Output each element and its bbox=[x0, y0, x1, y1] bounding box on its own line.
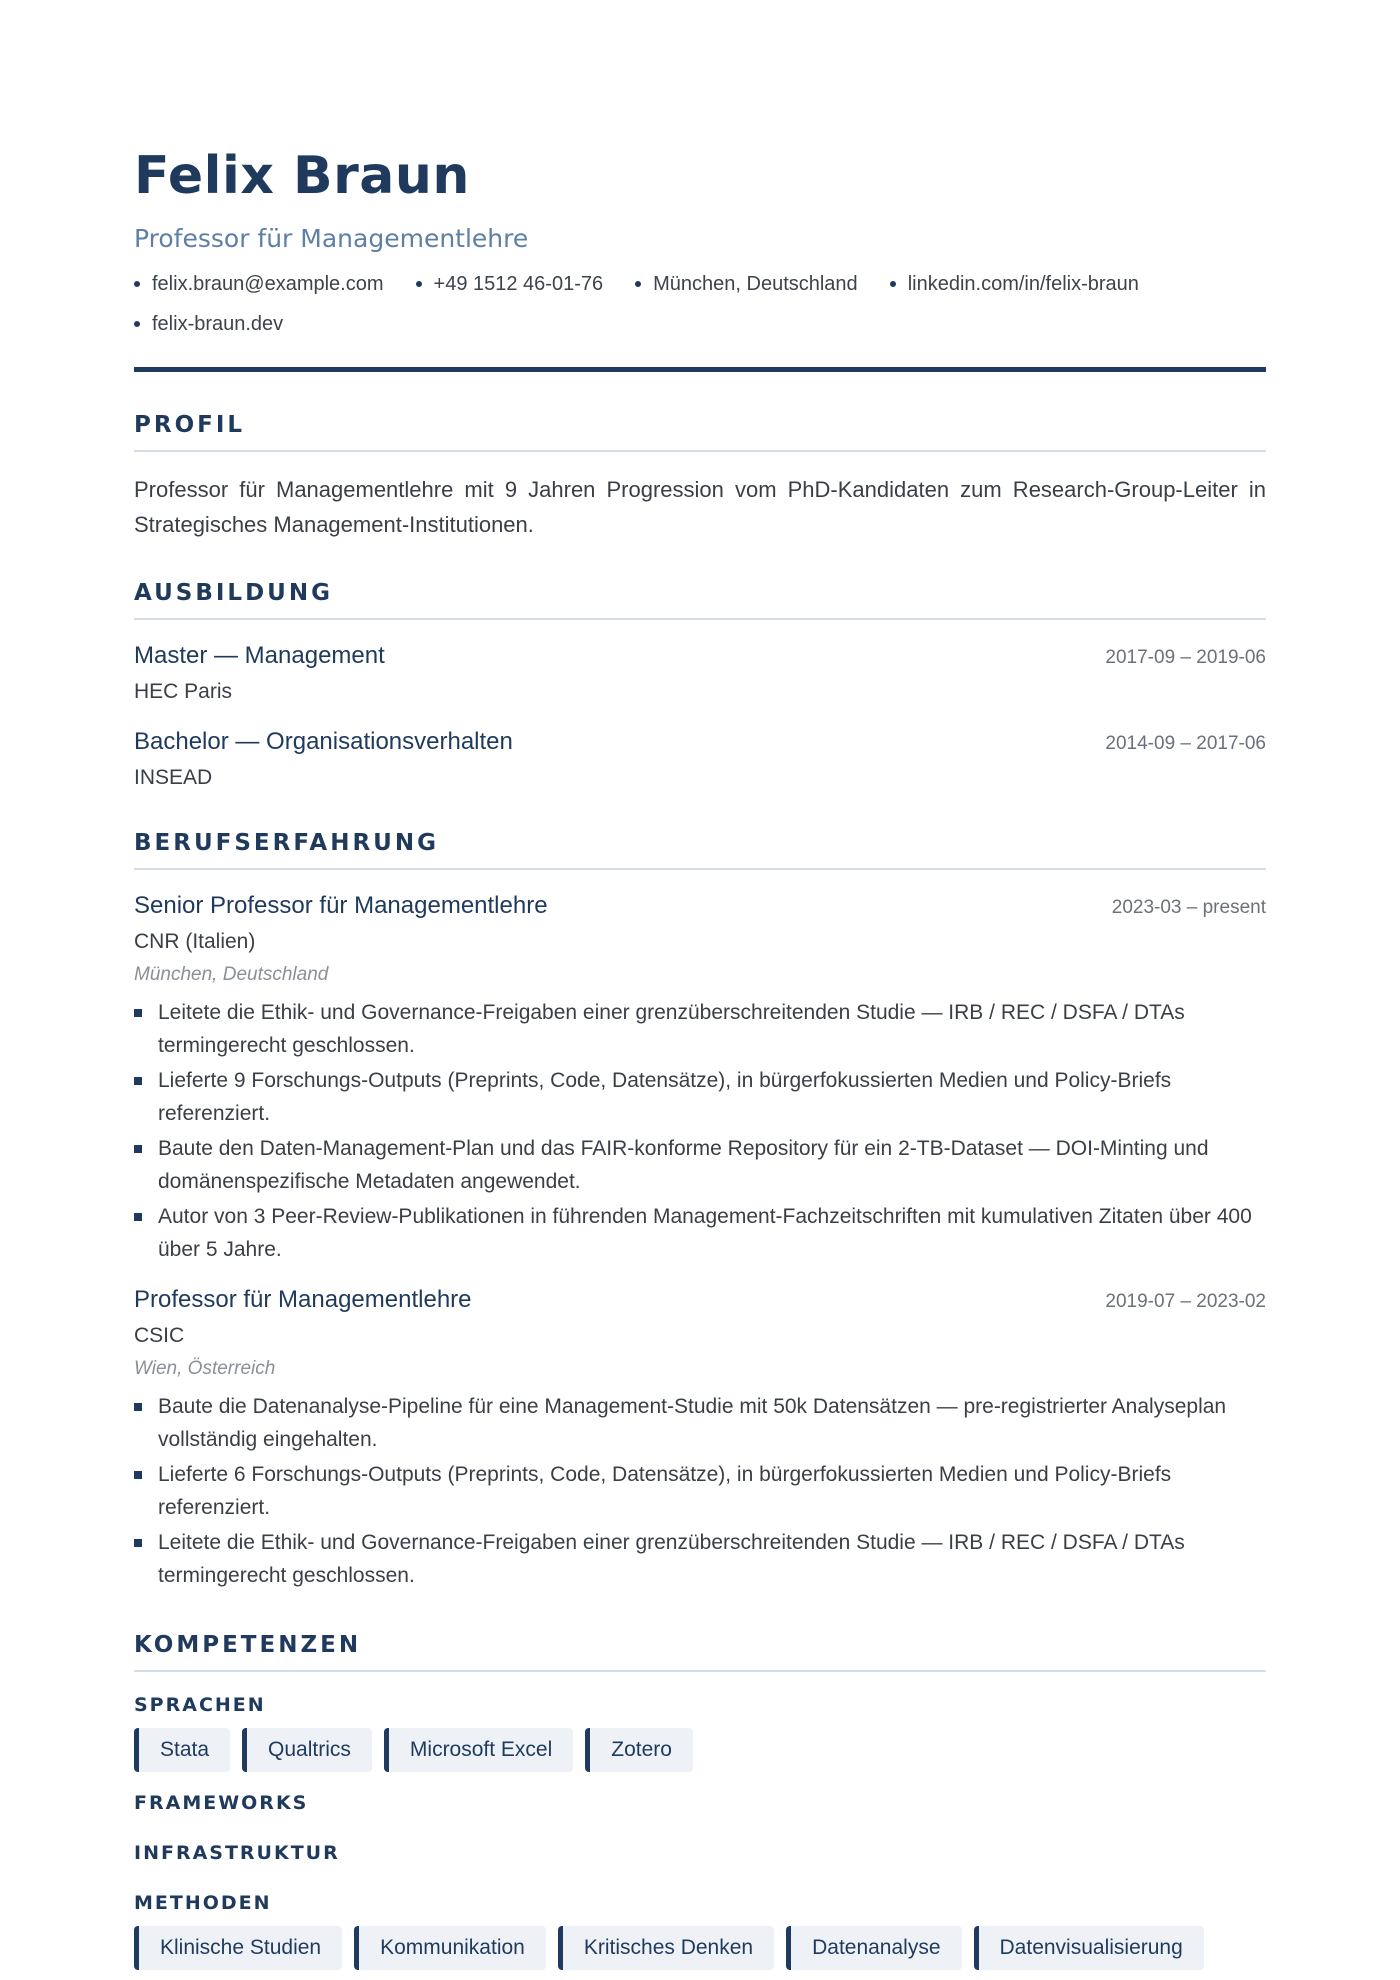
education-entry bbox=[134, 728, 1266, 790]
profile-text: Professor für Managementlehre mit 9 Jahren Progression vom PhD-Kandidaten zum Research-Group-Leiter in Strategisches Management-Institutionen. bbox=[134, 477, 1266, 537]
bullet-dot-icon bbox=[890, 281, 896, 287]
education-school: HEC Paris bbox=[134, 680, 233, 703]
bullet-text: Leitete die Ethik- und Governance-Freigaben einer grenzüberschreitenden Studie — IRB / REC / DSFA / DTAs termingerecht geschlossen. bbox=[158, 1531, 1185, 1587]
list-item bbox=[134, 1064, 1266, 1130]
skill-chip: Kommunikation bbox=[354, 1926, 546, 1970]
list-item bbox=[134, 1132, 1266, 1198]
section-title-experience: BERUFSERFAHRUNG bbox=[134, 830, 439, 856]
bullet-text: Baute die Datenanalyse-Pipeline für eine Management-Studie mit 50k Datensätzen — pre-registrierter Analyseplan vollständig eingehalten. bbox=[158, 1395, 1227, 1451]
section-title-education: AUSBILDUNG bbox=[134, 580, 333, 606]
skill-category-title: SPRACHEN bbox=[134, 1694, 266, 1716]
skill-chip: Klinische Studien bbox=[134, 1926, 342, 1970]
bullet-text: Leitete die Ethik- und Governance-Freigaben einer grenzüberschreitenden Studie — IRB / REC / DSFA / DTAs termingerecht geschlossen. bbox=[158, 1001, 1185, 1057]
skill-category bbox=[134, 1792, 1266, 1814]
square-bullet-icon bbox=[134, 1471, 142, 1479]
experience-org: CSIC bbox=[134, 1324, 185, 1347]
skill-chips bbox=[134, 1728, 1266, 1772]
education-degree: Master — Management bbox=[134, 642, 385, 669]
contact-location-text: München, Deutschland bbox=[653, 273, 858, 295]
candidate-name: Felix Braun bbox=[134, 146, 470, 206]
list-item bbox=[134, 1390, 1266, 1456]
bullet-text: Baute den Daten-Management-Plan und das FAIR-konforme Repository für ein 2-TB-Dataset — DOI-Minting und domänenspezifische Metadaten angewendet. bbox=[158, 1137, 1209, 1193]
education-school: INSEAD bbox=[134, 766, 213, 789]
section-divider bbox=[134, 1670, 1266, 1672]
bullet-text: Lieferte 9 Forschungs-Outputs (Preprints, Code, Datensätze), in bürgerfokussierten Medien und Policy-Briefs referenziert. bbox=[158, 1069, 1172, 1125]
skill-chip: Kritisches Denken bbox=[558, 1926, 774, 1970]
bullet-dot-icon bbox=[635, 281, 641, 287]
skill-category-title: METHODEN bbox=[134, 1892, 272, 1914]
contact-email[interactable] bbox=[134, 271, 384, 297]
square-bullet-icon bbox=[134, 1009, 142, 1017]
contact-website[interactable] bbox=[134, 311, 283, 337]
skill-chip: Zotero bbox=[585, 1728, 693, 1772]
bullet-text: Lieferte 6 Forschungs-Outputs (Preprints, Code, Datensätze), in bürgerfokussierten Medien und Policy-Briefs referenziert. bbox=[158, 1463, 1172, 1519]
contact-location bbox=[635, 271, 858, 297]
education-dates: 2017-09 – 2019-06 bbox=[1105, 647, 1266, 668]
contact-list bbox=[134, 271, 1266, 337]
contact-website-text: felix-braun.dev bbox=[152, 313, 284, 335]
skill-category-title: INFRASTRUKTUR bbox=[134, 1842, 340, 1864]
list-item bbox=[134, 996, 1266, 1062]
education-degree: Bachelor — Organisationsverhalten bbox=[134, 728, 513, 755]
skill-chip: Qualtrics bbox=[242, 1728, 372, 1772]
contact-linkedin[interactable] bbox=[890, 271, 1139, 297]
experience-entry bbox=[134, 892, 1266, 1266]
square-bullet-icon bbox=[134, 1145, 142, 1153]
candidate-role: Professor für Managementlehre bbox=[134, 224, 529, 253]
experience-role: Professor für Managementlehre bbox=[134, 1286, 472, 1313]
header-divider bbox=[134, 367, 1266, 372]
skill-category bbox=[134, 1892, 1266, 1970]
section-title-skills: KOMPETENZEN bbox=[134, 1632, 362, 1658]
list-item bbox=[134, 1458, 1266, 1524]
experience-dates: 2023-03 – present bbox=[1111, 897, 1266, 918]
square-bullet-icon bbox=[134, 1539, 142, 1547]
skill-category-title: FRAMEWORKS bbox=[134, 1792, 309, 1814]
experience-location: Wien, Österreich bbox=[134, 1358, 276, 1379]
bullet-dot-icon bbox=[416, 281, 422, 287]
experience-dates: 2019-07 – 2023-02 bbox=[1105, 1291, 1266, 1312]
square-bullet-icon bbox=[134, 1213, 142, 1221]
education-dates: 2014-09 – 2017-06 bbox=[1105, 733, 1266, 754]
experience-entry bbox=[134, 1286, 1266, 1592]
skill-category bbox=[134, 1694, 1266, 1772]
contact-phone[interactable] bbox=[416, 271, 604, 297]
education-entry bbox=[134, 642, 1266, 704]
skill-chip: Datenanalyse bbox=[786, 1926, 961, 1970]
section-divider bbox=[134, 868, 1266, 870]
contact-email-text: felix.braun@example.com bbox=[152, 273, 384, 295]
bullet-dot-icon bbox=[134, 281, 140, 287]
skill-chip: Microsoft Excel bbox=[384, 1728, 573, 1772]
contact-linkedin-text: linkedin.com/in/felix-braun bbox=[907, 273, 1139, 295]
square-bullet-icon bbox=[134, 1077, 142, 1085]
section-divider bbox=[134, 450, 1266, 452]
bullet-text: Autor von 3 Peer-Review-Publikationen in führenden Management-Fachzeitschriften mit kumulativen Zitaten über 400 über 5 Jahre. bbox=[158, 1205, 1252, 1261]
experience-bullets bbox=[134, 1390, 1266, 1592]
list-item bbox=[134, 1200, 1266, 1266]
experience-bullets bbox=[134, 996, 1266, 1266]
contact-phone-text: +49 1512 46-01-76 bbox=[433, 273, 604, 295]
experience-role: Senior Professor für Managementlehre bbox=[134, 892, 548, 919]
list-item bbox=[134, 1526, 1266, 1592]
skill-chip: Datenvisualisierung bbox=[974, 1926, 1204, 1970]
skill-category bbox=[134, 1842, 1266, 1864]
skill-chip: Stata bbox=[134, 1728, 230, 1772]
square-bullet-icon bbox=[134, 1403, 142, 1411]
experience-location: München, Deutschland bbox=[134, 964, 329, 985]
section-title-profile: PROFIL bbox=[134, 412, 246, 438]
bullet-dot-icon bbox=[134, 321, 140, 327]
experience-org: CNR (Italien) bbox=[134, 930, 256, 953]
section-divider bbox=[134, 618, 1266, 620]
skill-chips bbox=[134, 1926, 1266, 1970]
